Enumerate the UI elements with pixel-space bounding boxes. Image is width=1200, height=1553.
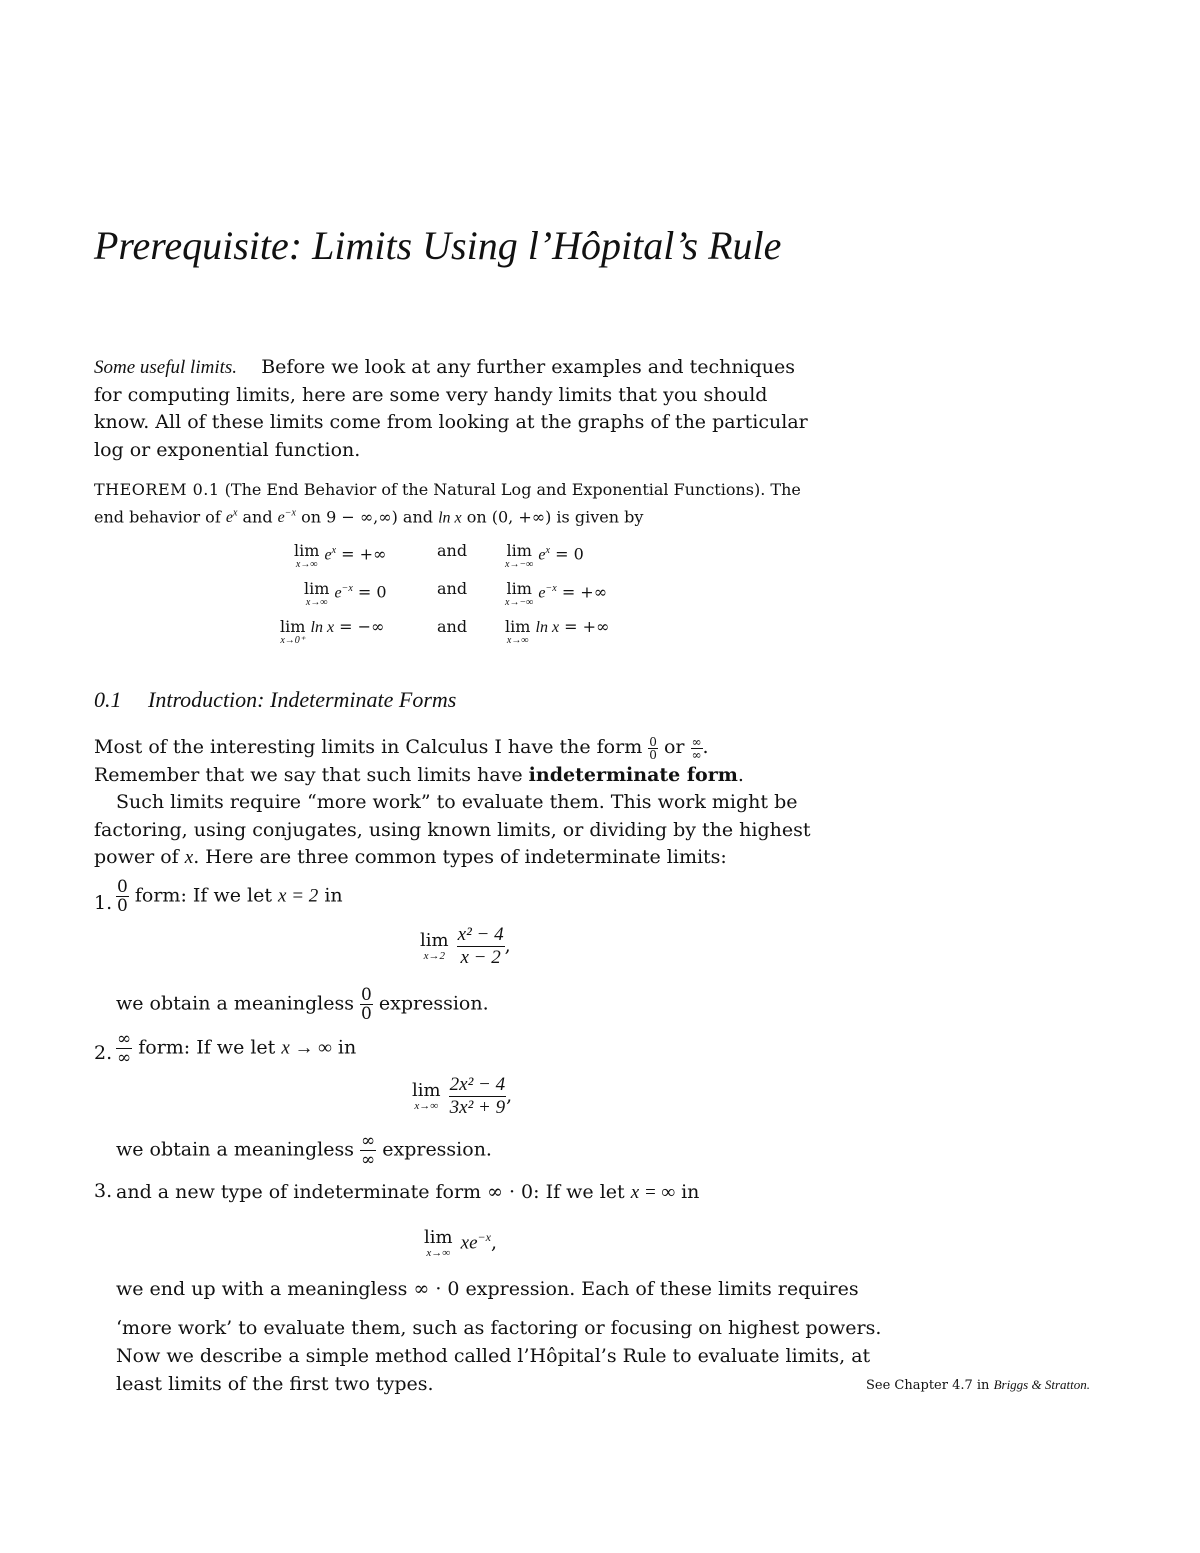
closing-line-3: least limits of the first two types. — [116, 1373, 434, 1395]
theorem-ln-x: ln x — [438, 509, 462, 527]
theorem-e-neg-x: $e^{-x}$ — [277, 508, 296, 527]
limit-table-row2-left: lim x→∞ $e^{-x} = 0$ — [304, 579, 387, 608]
limit-table-row2-right: lim x→−∞ $e^{-x}$ = +∞ — [505, 579, 608, 608]
margin-note-book: Briggs & Stratton. — [993, 1377, 1090, 1392]
theorem-interval: on 9 − ∞,∞) and — [301, 507, 433, 527]
intro-lead: Some useful limits. — [94, 357, 238, 378]
indeterminate-form-term: indeterminate form — [528, 763, 738, 786]
intro-paragraph — [94, 354, 814, 464]
closing-line-1: ‘more work’ to evaluate them, such as factoring or focusing on highest powers. — [116, 1317, 882, 1339]
indeterminate-paragraph: Most of the interesting limits in Calculus I have the form $\frac{0}{0}$ or $\frac{\infty}{\infty}$ . Remember that we say that such limits have indeterminate form. — [94, 734, 744, 786]
frac-inf-over-inf: $\frac{\infty}{\infty}$ — [691, 734, 702, 762]
intro-text: Before we look at any further examples and techniques for computing limits, here are some very handy limits that you should know. All of these limits come from looking at the graphs of the particular log or exponential function. — [94, 356, 808, 461]
limit-table-row1-and: and — [437, 541, 468, 560]
list-item-3-intro: and a new type of indeterminate form ∞ · 0: If we let x = ∞ in — [116, 1181, 700, 1203]
frac-zero-over-zero: $\frac{0}{0}$ — [649, 734, 657, 762]
list-item-2-intro: $\frac{\infty}{\infty}$ form: If we let x → ∞ in — [117, 1029, 357, 1068]
list-item-1-result: we obtain a meaningless $\frac{0}{0}$ expression. — [116, 985, 489, 1024]
list-item-3-limit: lim x→∞ $xe^{-x}$, — [424, 1227, 497, 1259]
theorem-name: (The End Behavior of the Natural Log and Exponential Functions). — [224, 480, 766, 499]
limit-table-row3-right: lim x→∞ ln x = +∞ — [505, 617, 610, 646]
list-item-number-3: 3. — [94, 1180, 113, 1202]
closing-line-2: Now we describe a simple method called l’Hôpital’s Rule to evaluate limits, at — [116, 1345, 871, 1367]
list-item-3-result: we end up with a meaningless ∞ · 0 expression. Each of these limits requires — [116, 1278, 859, 1300]
limit-table-row2-and: and — [437, 579, 468, 598]
section-title: Introduction: Indeterminate Forms — [148, 687, 457, 712]
section-heading — [94, 686, 456, 714]
limit-table-row3-and: and — [437, 617, 468, 636]
list-item-1-intro: $\frac{0}{0}$ form: If we let x = 2 in — [117, 877, 343, 916]
theorem-interval-2: on (0, +∞) is given by — [466, 507, 644, 527]
list-item-2-limit: lim x→∞ $\frac{\text{2x² − 4}}{\text{3x² + 9}}$ , — [412, 1074, 513, 1118]
list-item-number-1: 1. — [94, 892, 113, 914]
limit-table-row1-right: lim x→−∞ $e^x = 0$ — [505, 541, 584, 570]
page-title: Prerequisite: Limits Using l’Hôpital’s Rule — [94, 223, 782, 268]
theorem-label: THEOREM 0.1 — [94, 480, 220, 499]
theorem-and: and — [242, 507, 273, 527]
list-item-number-2: 2. — [94, 1042, 113, 1064]
limit-table-row1-left: lim x→∞ $e^x$ = +∞ — [294, 541, 387, 570]
section-number: 0.1 — [94, 687, 122, 712]
more-work-paragraph: Such limits require “more work” to evaluate them. This work might be factoring, using conjugates, using known limits, or dividing by the highest power of x. Here are three common types of indeterminate limits: — [94, 791, 811, 868]
list-item-2-result: we obtain a meaningless $\frac{\infty}{\infty}$ expression. — [116, 1131, 492, 1170]
limit-table-row3-left: lim x→0⁺ ln x = −∞ — [280, 617, 385, 646]
theorem-statement-start: The end behavior of — [94, 480, 801, 527]
theorem-ex: $e^x$ — [225, 508, 238, 527]
theorem-block — [94, 478, 824, 530]
list-item-1-limit: lim x→2 $\frac{\text{x² − 4}}{x - 2}$ , — [420, 924, 511, 968]
margin-note: See Chapter 4.7 in Briggs & Stratton. — [866, 1377, 1090, 1393]
